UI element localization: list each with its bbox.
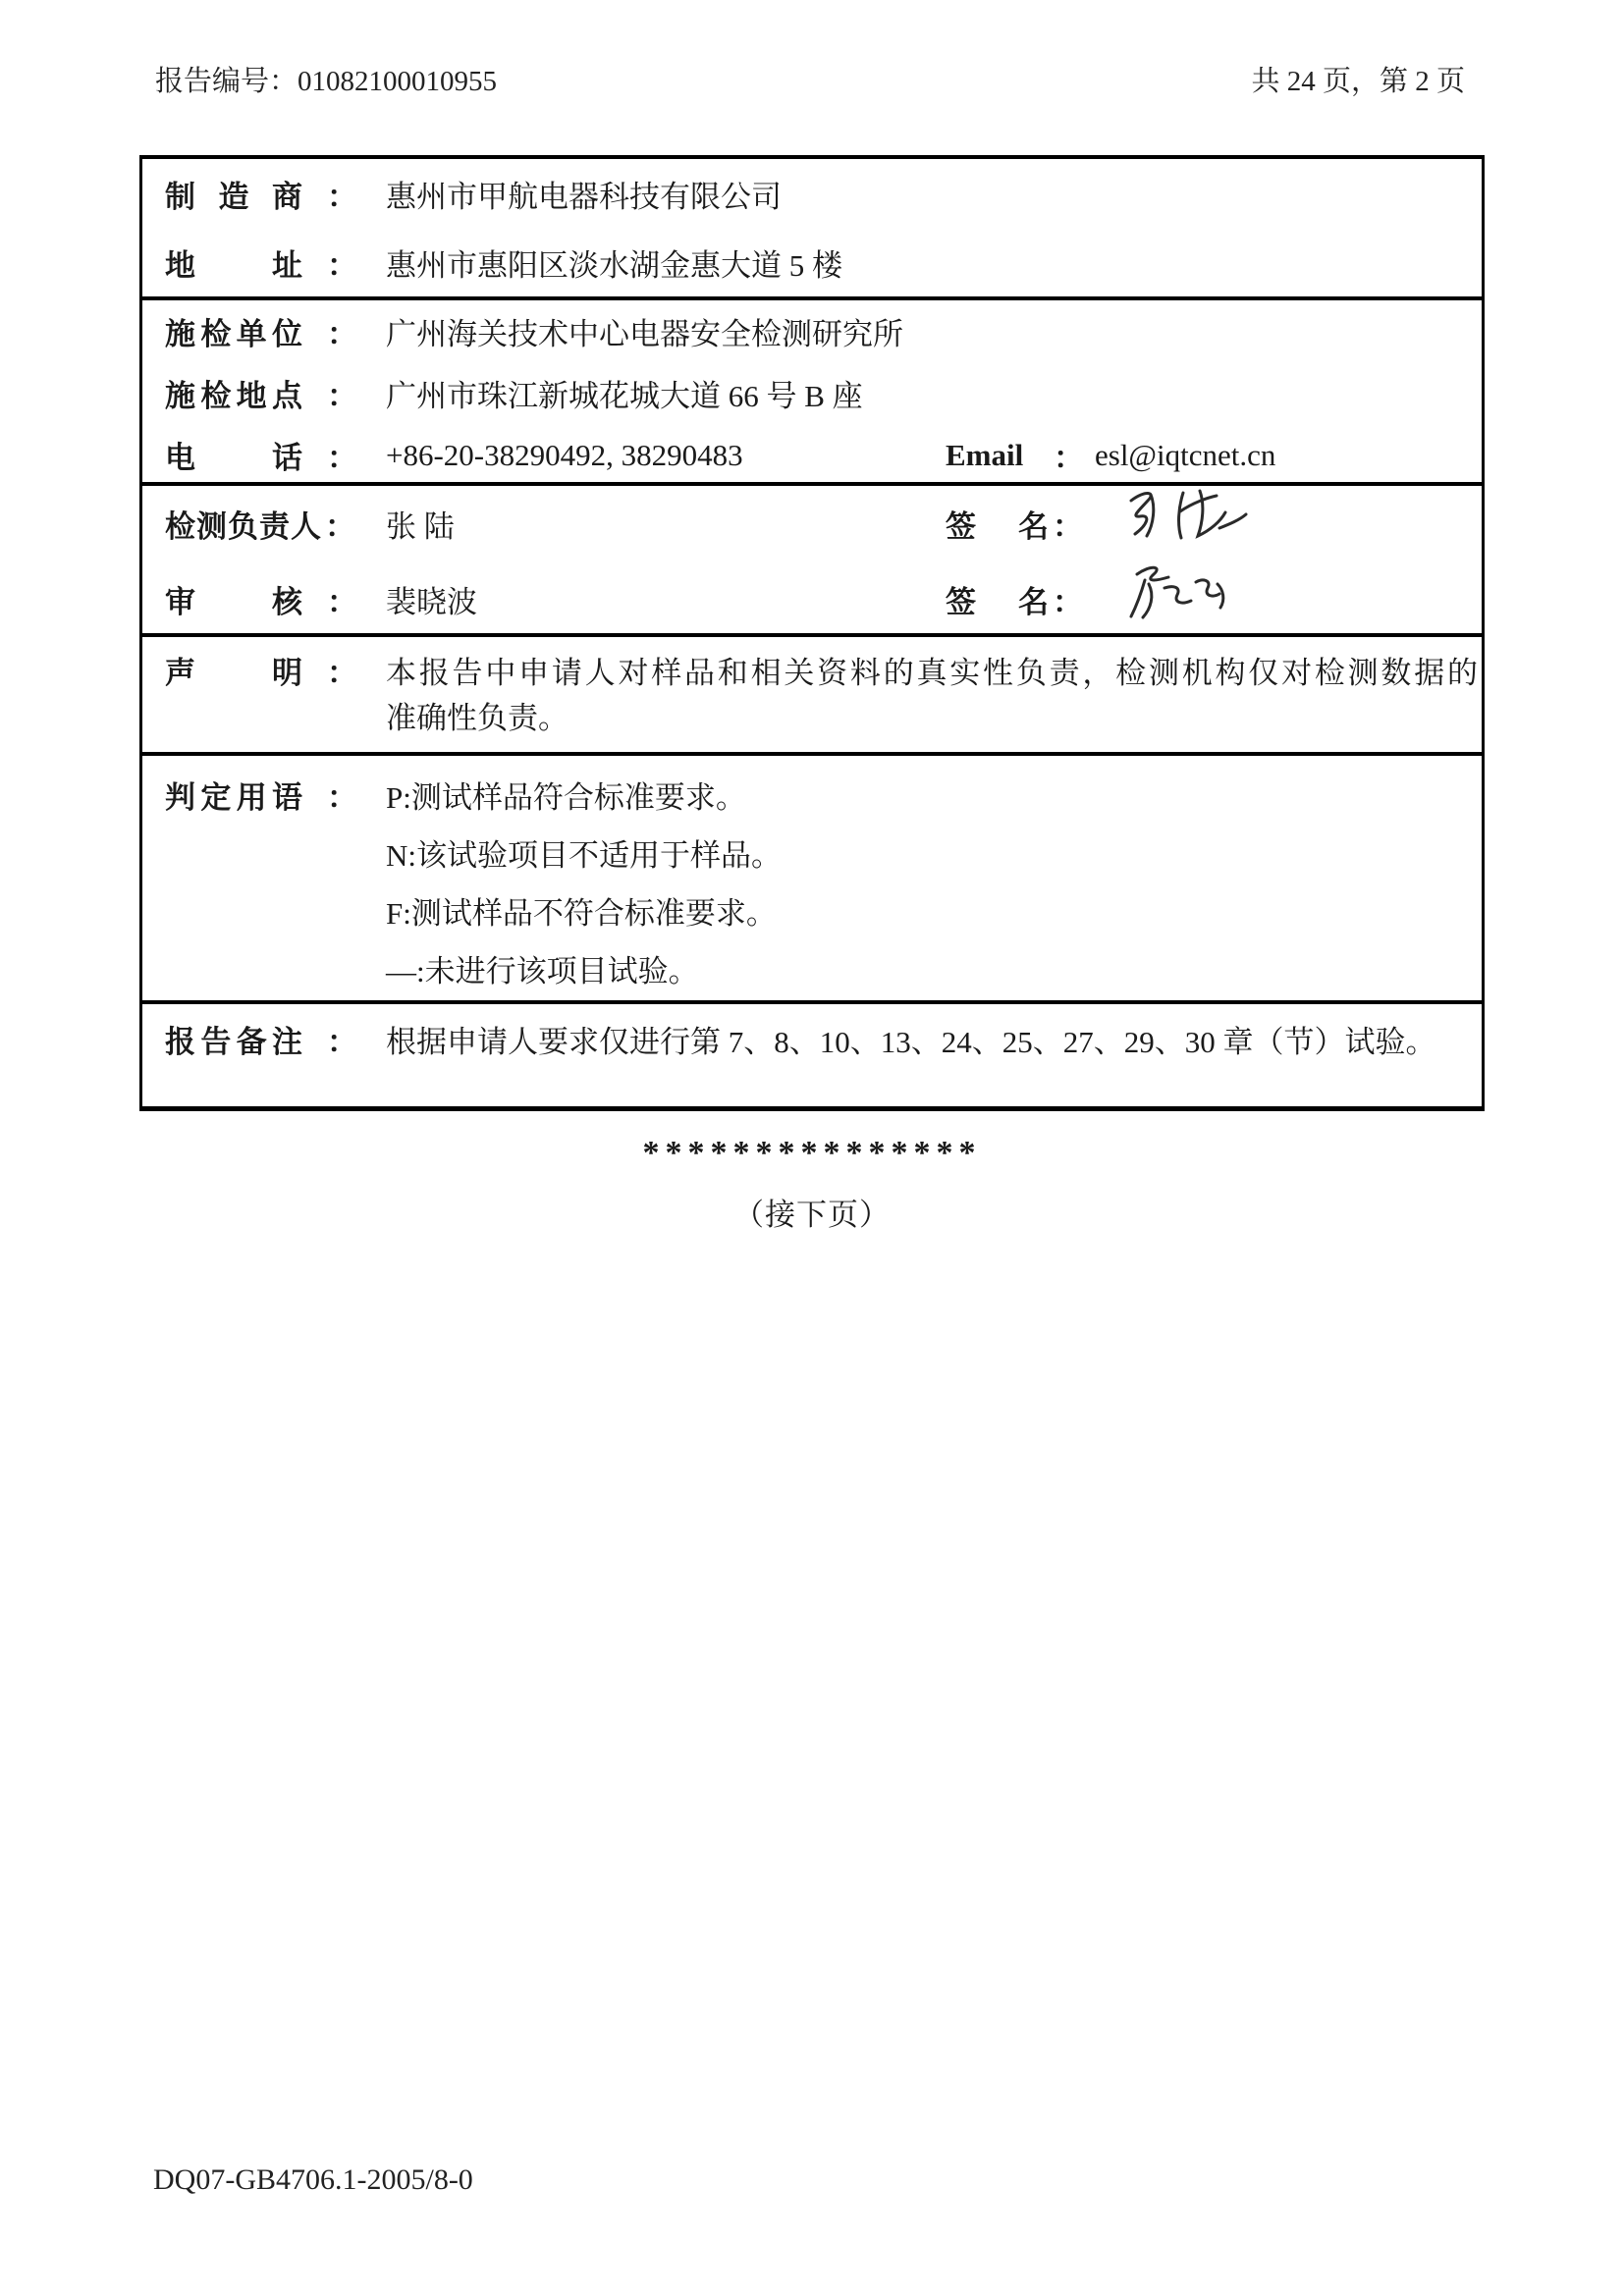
colon: ： [327,585,357,619]
test-leader-value: 张 陆 [386,509,455,544]
table-row-inspection-unit [142,300,1482,362]
pagination: 共 24 页，第 2 页 [1251,66,1465,97]
report-remark-label: 报告备注 [165,1025,302,1059]
statement-line-1: 本报告中申请人对样品和相关资料的真实性负责，检测机构仅对检测数据的 [386,656,1478,690]
report-info-table [139,155,1485,1111]
colon: ： [325,509,355,544]
signature-pei-xiaobo [1121,561,1254,629]
statement-label: 声明 [165,656,302,690]
section-manufacturer [142,159,1482,296]
colon: ： [327,179,357,214]
colon: ： [327,247,357,283]
table-row-manufacturer [142,159,1482,228]
table-row-reviewer [142,561,1482,637]
phone-value: +86-20-38290492, 38290483 [386,437,743,472]
signature-zhang-lu [1121,485,1254,554]
colon: ： [327,1025,357,1059]
colon: ： [1053,585,1083,619]
verdict-term-line [142,824,1482,881]
continued-next-page: （接下页） [733,1198,891,1232]
address-label: 地址 [165,247,302,283]
section-statement [142,633,1482,752]
test-leader-label: 检测负责人 [165,509,322,544]
report-number-value: 01082100010955 [298,66,498,97]
reviewer-label: 审核 [165,585,302,619]
asterisk-separator: *************** [642,1135,982,1171]
email-label: Email [946,437,1024,472]
verdict-term-f: F:测试样品不符合标准要求。 [386,896,777,931]
inspection-unit-value: 广州海关技术中心电器安全检测研究所 [386,317,903,351]
colon: ： [1053,509,1083,544]
colon: ： [1054,441,1084,475]
inspection-unit-label: 施检单位 [165,317,302,351]
verdict-term-line [142,939,1482,997]
report-number-label: 报告编号： [155,66,298,97]
table-row-phone-email [142,424,1482,486]
colon: ： [327,656,357,690]
verdict-term-dash: —:未进行该项目试验。 [386,954,699,988]
verdict-term-line [142,766,1482,824]
table-row-inspection-place [142,362,1482,424]
table-row-address [142,228,1482,296]
inspection-place-label: 施检地点 [165,379,302,413]
page-footer-doc-code: DQ07-GB4706.1-2005/8-0 [153,2163,473,2196]
address-value: 惠州市惠阳区淡水湖金惠大道 5 楼 [386,247,842,283]
phone-label: 电话 [165,441,302,475]
email-value: esl@iqtcnet.cn [1095,437,1276,472]
manufacturer-value: 惠州市甲航电器科技有限公司 [386,179,782,214]
table-row-statement [142,651,1482,741]
inspection-place-value: 广州市珠江新城花城大道 66 号 B 座 [386,379,863,413]
statement-line-2: 准确性负责。 [386,701,568,735]
colon: ： [327,317,357,351]
statement-value [386,651,1478,741]
sign-label: 签名 [946,509,1049,544]
verdict-term-n: N:该试验项目不适用于样品。 [386,838,782,873]
section-report-remark [142,1000,1482,1106]
table-row-report-remark [142,1020,1482,1065]
colon: ： [327,379,357,413]
colon: ： [327,780,357,815]
sign-label: 签名 [946,585,1049,619]
section-inspection [142,296,1482,482]
verdict-term-line [142,881,1482,939]
section-verdict-terms [142,752,1482,1000]
verdict-terms-label: 判定用语 [165,780,302,815]
verdict-term-p: P:测试样品符合标准要求。 [386,780,746,815]
report-number [155,63,497,100]
colon: ： [327,441,357,475]
report-remark-value: 根据申请人要求仅进行第 7、8、10、13、24、25、27、29、30 章（节）试验。 [386,1025,1436,1059]
reviewer-value: 裴晓波 [386,585,477,619]
manufacturer-label: 制造商 [165,179,302,214]
table-row-test-leader [142,486,1482,561]
section-personnel [142,482,1482,633]
page-header [155,63,1465,100]
